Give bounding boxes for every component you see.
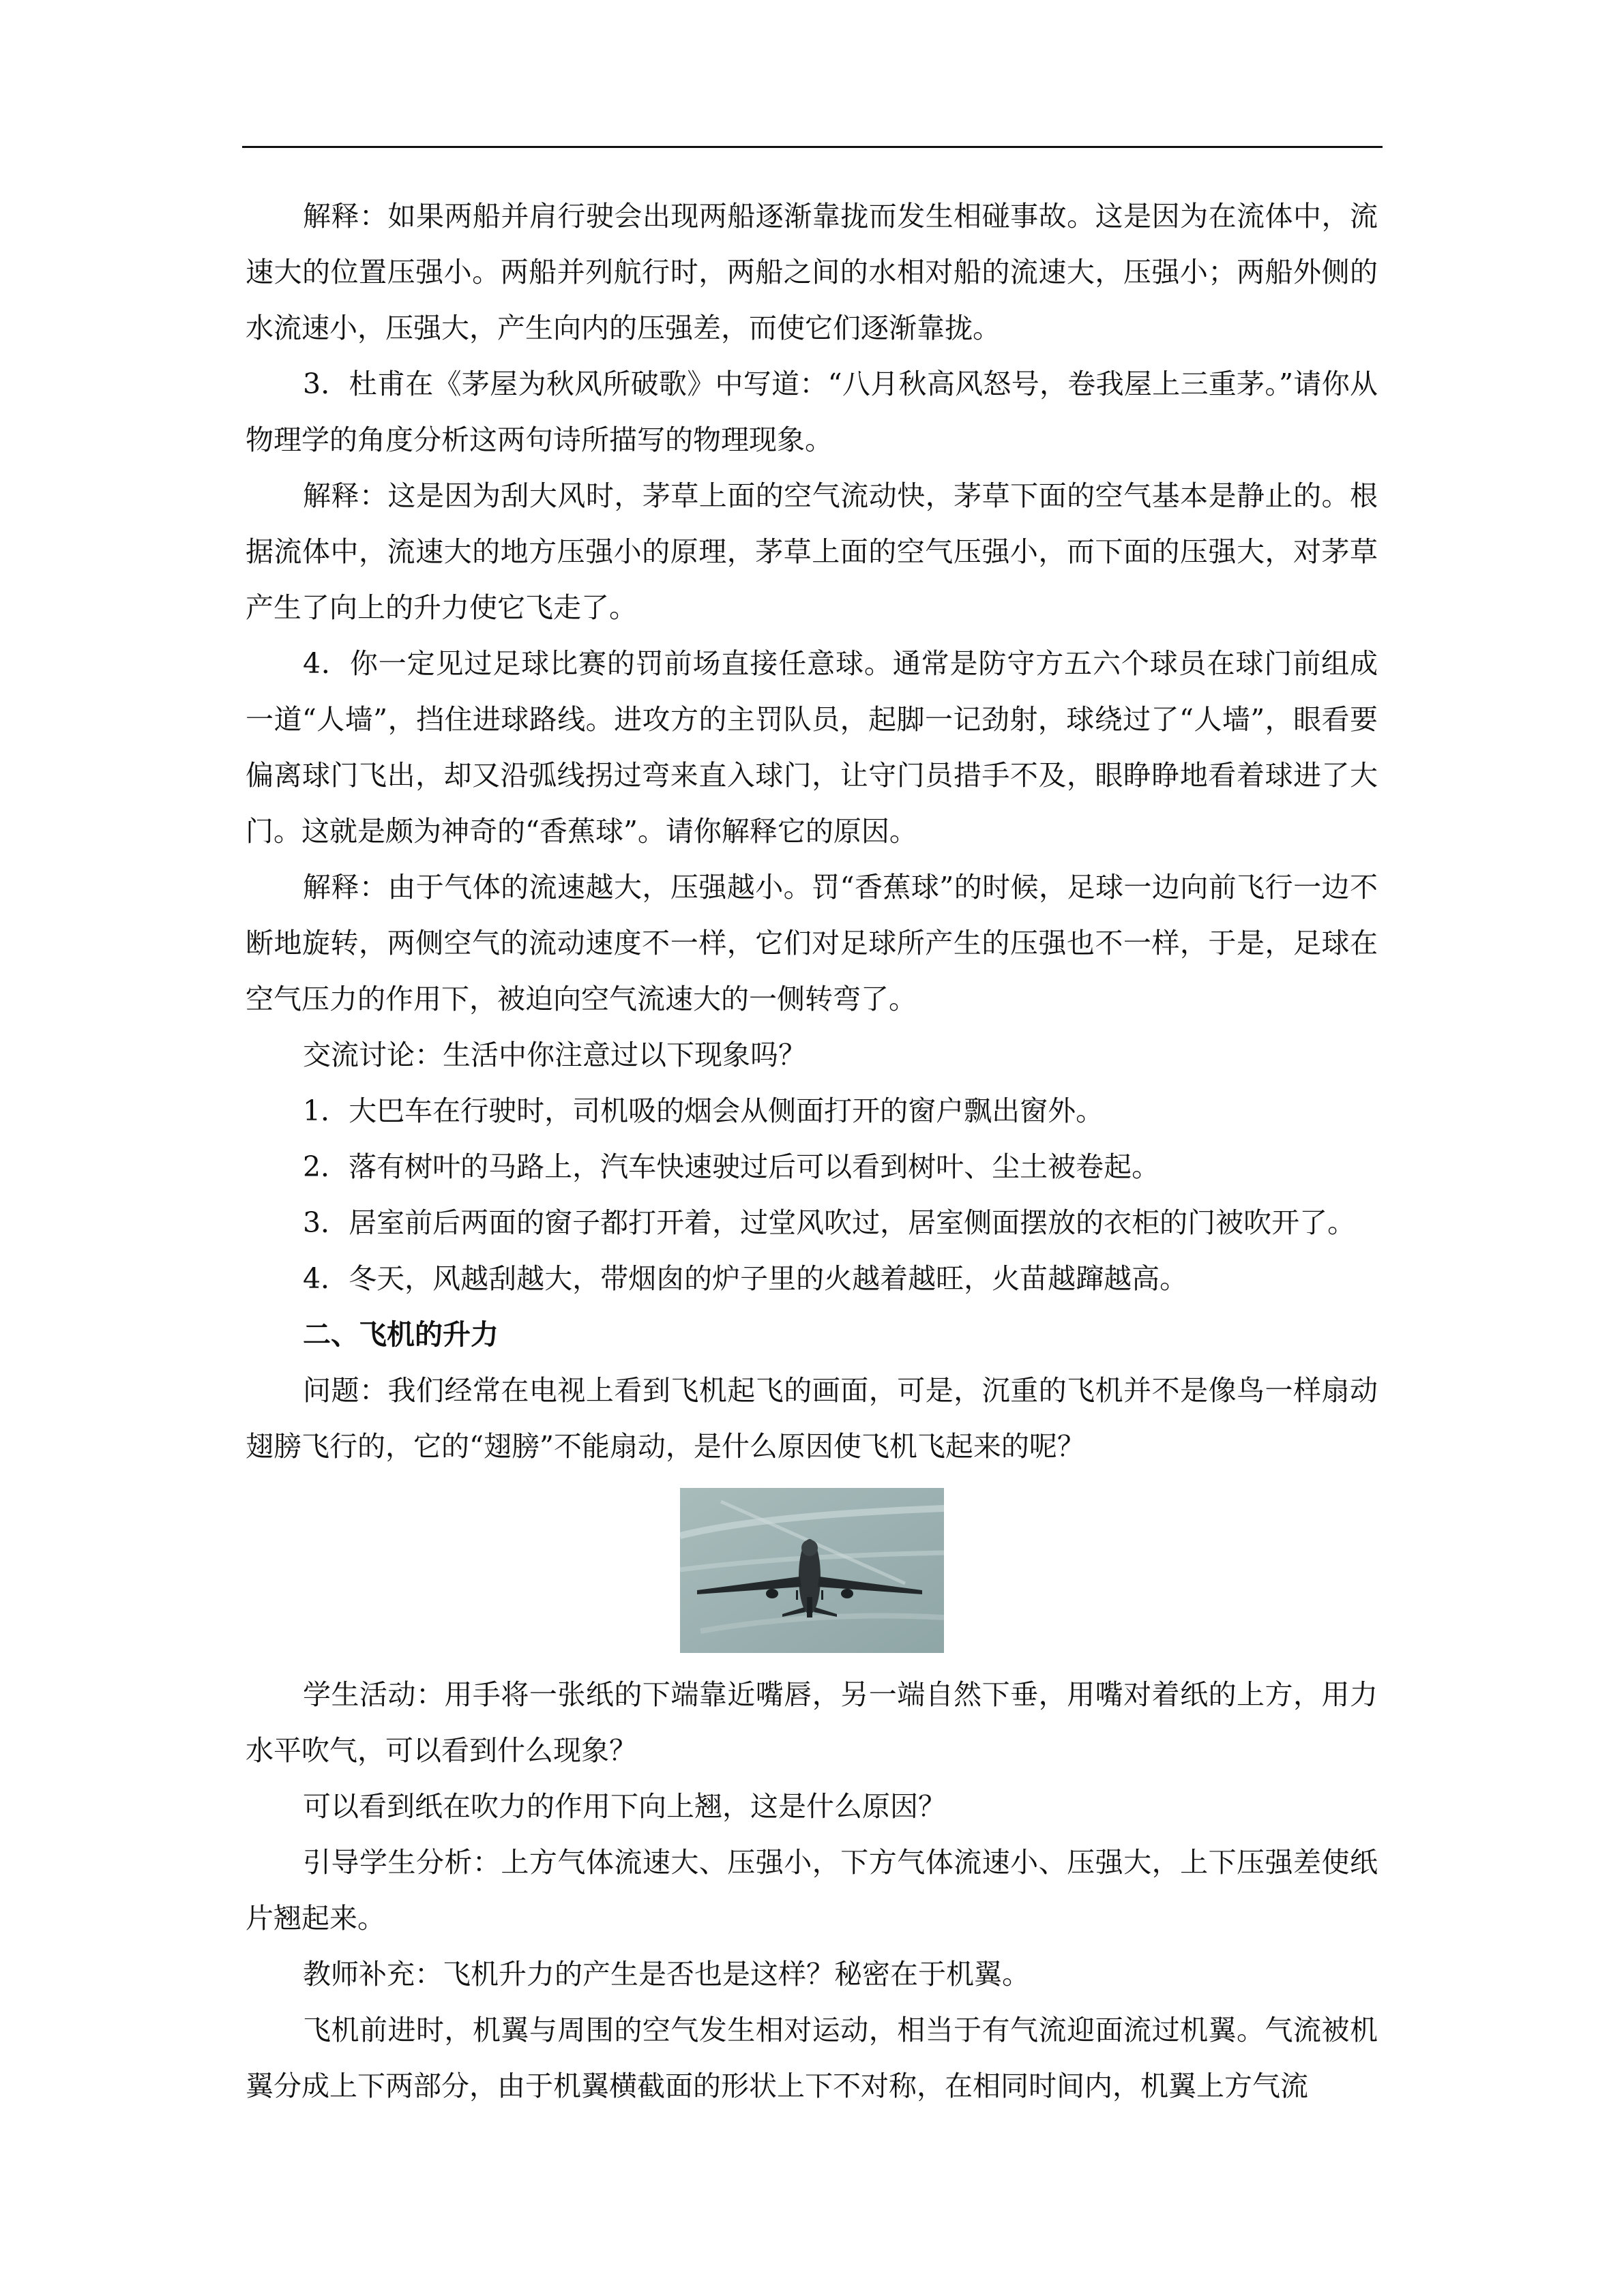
list-item-3: 3．居室前后两面的窗子都打开着，过堂风吹过，居室侧面摆放的衣柜的门被吹开了。	[303, 1206, 1356, 1239]
airplane-photo	[680, 1488, 944, 1653]
paragraph-discussion: 交流讨论：生活中你注意过以下现象吗？	[303, 1039, 806, 1071]
paragraph-wing-explanation: 飞机前进时，机翼与周围的空气发生相对运动，相当于有气流迎面流过机翼。气流被机翼分成上下两部分，由于机翼横截面的形状上下不对称，在相同时间内，机翼上方气流	[246, 2014, 1378, 2102]
paragraph-question-4: 4．你一定见过足球比赛的罚前场直接任意球。通常是防守方五六个球员在球门前组成一道“人墙”，挡住进球路线。进攻方的主罚队员，起脚一记劲射，球绕过了“人墙”，眼看要偏离球门飞出，却又沿弧线拐过弯来直入球门，让守门员措手不及，眼睁睁地看着球进了大门。这就是颇为神奇的“香蕉球”。请你解释它的原因。	[246, 647, 1378, 848]
paragraph-question-plane: 问题：我们经常在电视上看到飞机起飞的画面，可是，沉重的飞机并不是像鸟一样扇动翅膀飞行的，它的“翅膀”不能扇动，是什么原因使飞机飞起来的呢？	[246, 1374, 1378, 1463]
list-item-4: 4．冬天，风越刮越大，带烟囱的炉子里的火越着越旺，火苗越蹿越高。	[303, 1262, 1188, 1295]
paragraph-explanation-ships: 解释：如果两船并肩行驶会出现两船逐渐靠拢而发生相碰事故。这是因为在流体中，流速大的位置压强小。两船并列航行时，两船之间的水相对船的流速大，压强小；两船外侧的水流速小，压强大，产生向内的压强差，而使它们逐渐靠拢。	[246, 200, 1378, 344]
paragraph-question-3: 3．杜甫在《茅屋为秋风所破歌》中写道：“八月秋高风怒号，卷我屋上三重茅。”请你从物理学的角度分析这两句诗所描写的物理现象。	[246, 368, 1378, 456]
paragraph-teacher-note: 教师补充：飞机升力的产生是否也是这样？秘密在于机翼。	[303, 1958, 1030, 1991]
paragraph-guided-analysis: 引导学生分析：上方气体流速大、压强小，下方气体流速小、压强大，上下压强差使纸片翘起来。	[246, 1846, 1378, 1935]
header-rule	[242, 146, 1383, 148]
document-body	[246, 188, 1378, 2114]
paragraph-explanation-thatch: 解释：这是因为刮大风时，茅草上面的空气流动快，茅草下面的空气基本是静止的。根据流体中，流速大的地方压强小的原理，茅草上面的空气压强小，而下面的压强大，对茅草产生了向上的升力使它飞走了。	[246, 479, 1378, 624]
paragraph-student-activity: 学生活动：用手将一张纸的下端靠近嘴唇，另一端自然下垂，用嘴对着纸的上方，用力水平吹气，可以看到什么现象？	[246, 1678, 1378, 1767]
airplane-image	[680, 1488, 944, 1653]
section-heading: 二、飞机的升力	[303, 1318, 499, 1351]
list-item-2: 2．落有树叶的马路上，汽车快速驶过后可以看到树叶、尘土被卷起。	[303, 1150, 1160, 1183]
paragraph-observation: 可以看到纸在吹力的作用下向上翘，这是什么原因？	[303, 1790, 946, 1823]
paragraph-explanation-banana-ball: 解释：由于气体的流速越大，压强越小。罚“香蕉球”的时候，足球一边向前飞行一边不断地旋转，两侧空气的流动速度不一样，它们对足球所产生的压强也不一样，于是，足球在空气压力的作用下，被迫向空气流速大的一侧转弯了。	[246, 871, 1378, 1015]
list-item-1: 1．大巴车在行驶时，司机吸的烟会从侧面打开的窗户飘出窗外。	[303, 1094, 1104, 1127]
